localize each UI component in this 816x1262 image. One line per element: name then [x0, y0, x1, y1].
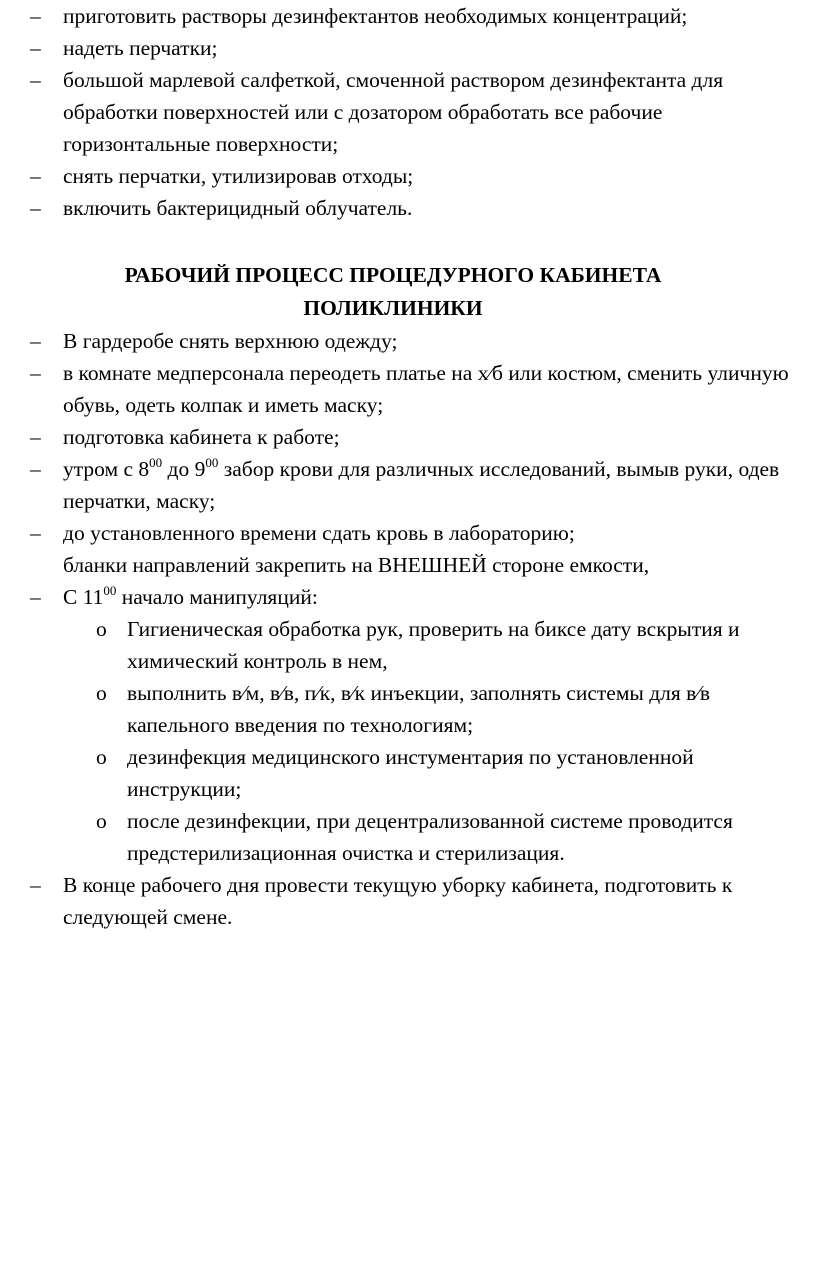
- list-item-text: [63, 457, 779, 513]
- list-item: [0, 64, 816, 160]
- list-item: [0, 0, 816, 32]
- dash-marker: –: [30, 68, 41, 92]
- spacer: [0, 224, 816, 259]
- list-item-continuation: [0, 549, 816, 581]
- list-item-text: приготовить растворы дезинфектантов необходимых концентраций;: [63, 4, 688, 28]
- disinfection-steps-list: [0, 0, 816, 224]
- list-item-text: В конце рабочего дня провести текущую уборку кабинета, подготовить к следующей смене.: [63, 873, 733, 929]
- time-superscript: 00: [205, 455, 219, 470]
- list-item-text: включить бактерицидный облучатель.: [63, 196, 413, 220]
- dash-marker: –: [30, 164, 41, 188]
- list-item: [0, 453, 816, 517]
- process-steps-list: [0, 325, 816, 933]
- dash-marker: –: [30, 4, 41, 28]
- sublist-item-text: после дезинфекции, при децентрализованной системе проводится предстерилизационная очистка и стерилизация.: [127, 809, 733, 865]
- time-superscript: 00: [149, 455, 163, 470]
- list-item: [0, 517, 816, 549]
- list-item: [0, 421, 816, 453]
- sublist-item: [0, 741, 812, 805]
- list-item-text: В гардеробе снять верхнюю одежду;: [63, 329, 398, 353]
- section-heading: [0, 259, 816, 325]
- list-item-text: в комнате медперсонала переодеть платье на х⁄б или костюм, сменить уличную обувь, одеть колпак и иметь маску;: [63, 361, 789, 417]
- list-item-text: большой марлевой салфеткой, смоченной раствором дезинфектанта для обработки поверхностей или с дозатором обработать все рабочие горизонтальные поверхности;: [63, 68, 724, 156]
- list-item: [0, 160, 816, 192]
- list-item-text: снять перчатки, утилизировав отходы;: [63, 164, 414, 188]
- list-item: [0, 869, 816, 933]
- list-item-text: бланки направлений закрепить на ВНЕШНЕЙ стороне емкости,: [63, 553, 650, 577]
- list-item: [0, 192, 816, 224]
- sublist-item-text: дезинфекция медицинского инстументария по установленной инструкции;: [127, 745, 694, 801]
- dash-marker: –: [30, 36, 41, 60]
- text-fragment: утром с 8: [63, 457, 150, 481]
- list-item-text: подготовка кабинета к работе;: [63, 425, 340, 449]
- sublist-item: [0, 677, 812, 741]
- dash-marker: –: [30, 361, 41, 385]
- dash-marker: –: [30, 521, 41, 545]
- circle-bullet-icon: o: [96, 745, 107, 769]
- list-item-text: надеть перчатки;: [63, 36, 218, 60]
- dash-marker: –: [30, 457, 41, 481]
- dash-marker: –: [30, 196, 41, 220]
- text-fragment: до 9: [162, 457, 206, 481]
- list-item: [0, 357, 816, 421]
- list-item-text: [63, 585, 318, 609]
- heading-line-2: ПОЛИКЛИНИКИ: [303, 296, 483, 320]
- list-item-text: до установленного времени сдать кровь в лабораторию;: [63, 521, 575, 545]
- circle-bullet-icon: o: [96, 809, 107, 833]
- sublist-item-text: выполнить в⁄м, в⁄в, п⁄к, в⁄к инъекции, заполнять системы для в⁄в капельного введения по технологиям;: [127, 681, 711, 737]
- circle-bullet-icon: o: [96, 617, 107, 641]
- heading-line-1: РАБОЧИЙ ПРОЦЕСС ПРОЦЕДУРНОГО КАБИНЕТА: [124, 263, 662, 287]
- list-item: [0, 32, 816, 64]
- list-item: [0, 581, 816, 869]
- time-superscript: 00: [103, 583, 117, 598]
- manipulations-sublist: [0, 613, 812, 869]
- sublist-item: [0, 805, 812, 869]
- text-fragment: С 11: [63, 585, 104, 609]
- dash-marker: –: [30, 329, 41, 353]
- list-item: [0, 325, 816, 357]
- text-fragment: начало манипуляций:: [116, 585, 318, 609]
- text-fragment: забор крови для различных исследований, вымыв руки, одев перчатки, маску;: [63, 457, 780, 513]
- circle-bullet-icon: o: [96, 681, 107, 705]
- sublist-item: [0, 613, 812, 677]
- dash-marker: –: [30, 585, 41, 609]
- dash-marker: –: [30, 873, 41, 897]
- dash-marker: –: [30, 425, 41, 449]
- sublist-item-text: Гигиеническая обработка рук, проверить на биксе дату вскрытия и химический контроль в нем,: [127, 617, 740, 673]
